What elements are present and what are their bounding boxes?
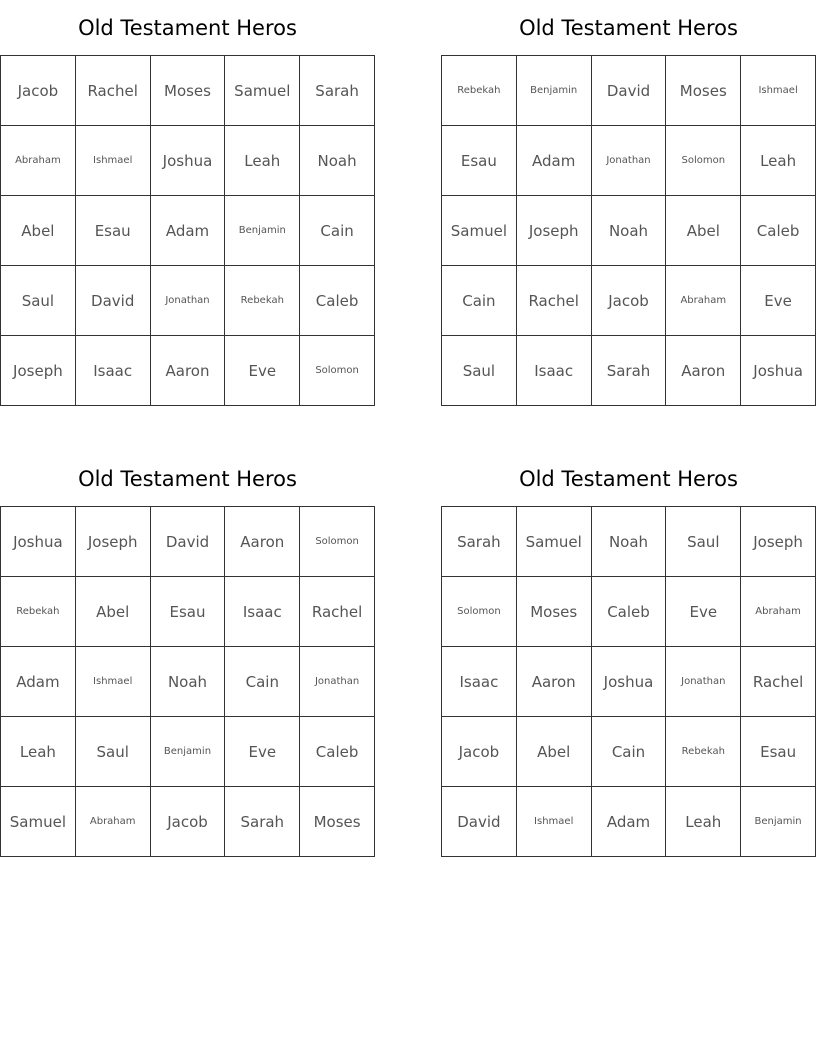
grid-cell: Ishmael <box>516 787 591 857</box>
grid-cell: Eve <box>225 336 300 406</box>
grid-cell: Eve <box>225 717 300 787</box>
grid-cell: Aaron <box>225 507 300 577</box>
grid-cell: David <box>591 56 666 126</box>
grid-cell: Solomon <box>442 577 517 647</box>
grid-cell: Joseph <box>741 507 816 577</box>
grid-cell: Eve <box>666 577 741 647</box>
grid-cell: Saul <box>666 507 741 577</box>
grid-cell: Adam <box>516 126 591 196</box>
grid-row <box>442 56 816 126</box>
grid-cell: Moses <box>300 787 375 857</box>
grid-cell: Isaac <box>75 336 150 406</box>
grid-cell: Jonathan <box>300 647 375 717</box>
grid-cell: Abraham <box>1 126 76 196</box>
grid-cell: Rebekah <box>1 577 76 647</box>
grid-cell: Leah <box>225 126 300 196</box>
bingo-grid <box>441 55 816 406</box>
grid-cell: Joshua <box>1 507 76 577</box>
grid-cell: Abraham <box>75 787 150 857</box>
grid-row <box>1 196 375 266</box>
grid-row <box>442 126 816 196</box>
grid-cell: Rachel <box>741 647 816 717</box>
grid-cell: Moses <box>666 56 741 126</box>
grid-cell: Cain <box>225 647 300 717</box>
grid-cell: Joseph <box>75 507 150 577</box>
grid-cell: Caleb <box>741 196 816 266</box>
grid-cell: Cain <box>300 196 375 266</box>
grid-row <box>1 717 375 787</box>
grid-cell: Samuel <box>442 196 517 266</box>
grid-row <box>1 336 375 406</box>
grid-cell: Adam <box>591 787 666 857</box>
grid-cell: Joseph <box>1 336 76 406</box>
card-title: Old Testament Heros <box>78 467 297 491</box>
grid-row <box>1 787 375 857</box>
grid-row <box>442 507 816 577</box>
grid-cell: David <box>442 787 517 857</box>
grid-cell: Isaac <box>516 336 591 406</box>
grid-cell: Adam <box>1 647 76 717</box>
grid-cell: Joseph <box>516 196 591 266</box>
grid-cell: Eve <box>741 266 816 336</box>
grid-row <box>1 126 375 196</box>
grid-cell: Leah <box>666 787 741 857</box>
grid-row <box>1 507 375 577</box>
grid-cell: Ishmael <box>75 126 150 196</box>
grid-cell: Solomon <box>300 507 375 577</box>
grid-cell: Joshua <box>150 126 225 196</box>
grid-cell: Saul <box>1 266 76 336</box>
grid-cell: Benjamin <box>741 787 816 857</box>
grid-cell: Caleb <box>591 577 666 647</box>
grid-cell: Abel <box>1 196 76 266</box>
grid-cell: Solomon <box>666 126 741 196</box>
grid-cell: Ishmael <box>741 56 816 126</box>
bingo-card-3 <box>0 451 375 857</box>
grid-cell: Rachel <box>300 577 375 647</box>
grid-cell: Noah <box>591 196 666 266</box>
grid-cell: Esau <box>75 196 150 266</box>
grid-cell: Cain <box>591 717 666 787</box>
grid-cell: Moses <box>516 577 591 647</box>
grid-cell: Abel <box>516 717 591 787</box>
grid-row <box>442 577 816 647</box>
grid-cell: Solomon <box>300 336 375 406</box>
grid-cell: Benjamin <box>150 717 225 787</box>
grid-cell: Sarah <box>442 507 517 577</box>
grid-cell: Benjamin <box>225 196 300 266</box>
grid-cell: Jacob <box>591 266 666 336</box>
grid-cell: Esau <box>150 577 225 647</box>
grid-row <box>1 577 375 647</box>
grid-cell: Benjamin <box>516 56 591 126</box>
grid-cell: Aaron <box>516 647 591 717</box>
grid-cell: Samuel <box>516 507 591 577</box>
grid-row <box>442 787 816 857</box>
grid-cell: David <box>75 266 150 336</box>
grid-cell: David <box>150 507 225 577</box>
grid-row <box>442 266 816 336</box>
grid-cell: Abraham <box>666 266 741 336</box>
grid-row <box>442 647 816 717</box>
grid-cell: Abel <box>666 196 741 266</box>
grid-cell: Abel <box>75 577 150 647</box>
grid-cell: Joshua <box>591 647 666 717</box>
grid-cell: Rebekah <box>225 266 300 336</box>
grid-cell: Saul <box>442 336 517 406</box>
grid-cell: Adam <box>150 196 225 266</box>
grid-cell: Samuel <box>1 787 76 857</box>
grid-cell: Isaac <box>442 647 517 717</box>
grid-cell: Moses <box>150 56 225 126</box>
card-title: Old Testament Heros <box>519 467 738 491</box>
bingo-grid <box>0 506 375 857</box>
bingo-card-2 <box>441 0 816 406</box>
grid-cell: Rebekah <box>666 717 741 787</box>
grid-cell: Noah <box>150 647 225 717</box>
bingo-grid <box>441 506 816 857</box>
grid-cell: Cain <box>442 266 517 336</box>
grid-row <box>442 717 816 787</box>
grid-cell: Caleb <box>300 266 375 336</box>
grid-cell: Noah <box>591 507 666 577</box>
grid-row <box>442 336 816 406</box>
bingo-card-1 <box>0 0 375 406</box>
grid-cell: Esau <box>741 717 816 787</box>
grid-cell: Caleb <box>300 717 375 787</box>
grid-cell: Joshua <box>741 336 816 406</box>
bingo-card-4 <box>441 451 816 857</box>
card-title: Old Testament Heros <box>519 16 738 40</box>
grid-cell: Leah <box>1 717 76 787</box>
grid-cell: Jonathan <box>591 126 666 196</box>
grid-cell: Rebekah <box>442 56 517 126</box>
grid-cell: Aaron <box>666 336 741 406</box>
grid-cell: Noah <box>300 126 375 196</box>
grid-cell: Leah <box>741 126 816 196</box>
grid-cell: Sarah <box>300 56 375 126</box>
grid-cell: Jonathan <box>150 266 225 336</box>
grid-cell: Rachel <box>75 56 150 126</box>
grid-cell: Isaac <box>225 577 300 647</box>
grid-cell: Jacob <box>1 56 76 126</box>
grid-cell: Sarah <box>591 336 666 406</box>
grid-row <box>1 266 375 336</box>
bingo-grid <box>0 55 375 406</box>
grid-cell: Saul <box>75 717 150 787</box>
grid-cell: Samuel <box>225 56 300 126</box>
grid-cell: Abraham <box>741 577 816 647</box>
grid-cell: Ishmael <box>75 647 150 717</box>
grid-cell: Jacob <box>442 717 517 787</box>
grid-cell: Jacob <box>150 787 225 857</box>
card-title: Old Testament Heros <box>78 16 297 40</box>
grid-cell: Rachel <box>516 266 591 336</box>
grid-cell: Aaron <box>150 336 225 406</box>
grid-cell: Esau <box>442 126 517 196</box>
grid-row <box>1 56 375 126</box>
grid-row <box>1 647 375 717</box>
grid-cell: Sarah <box>225 787 300 857</box>
grid-cell: Jonathan <box>666 647 741 717</box>
grid-row <box>442 196 816 266</box>
